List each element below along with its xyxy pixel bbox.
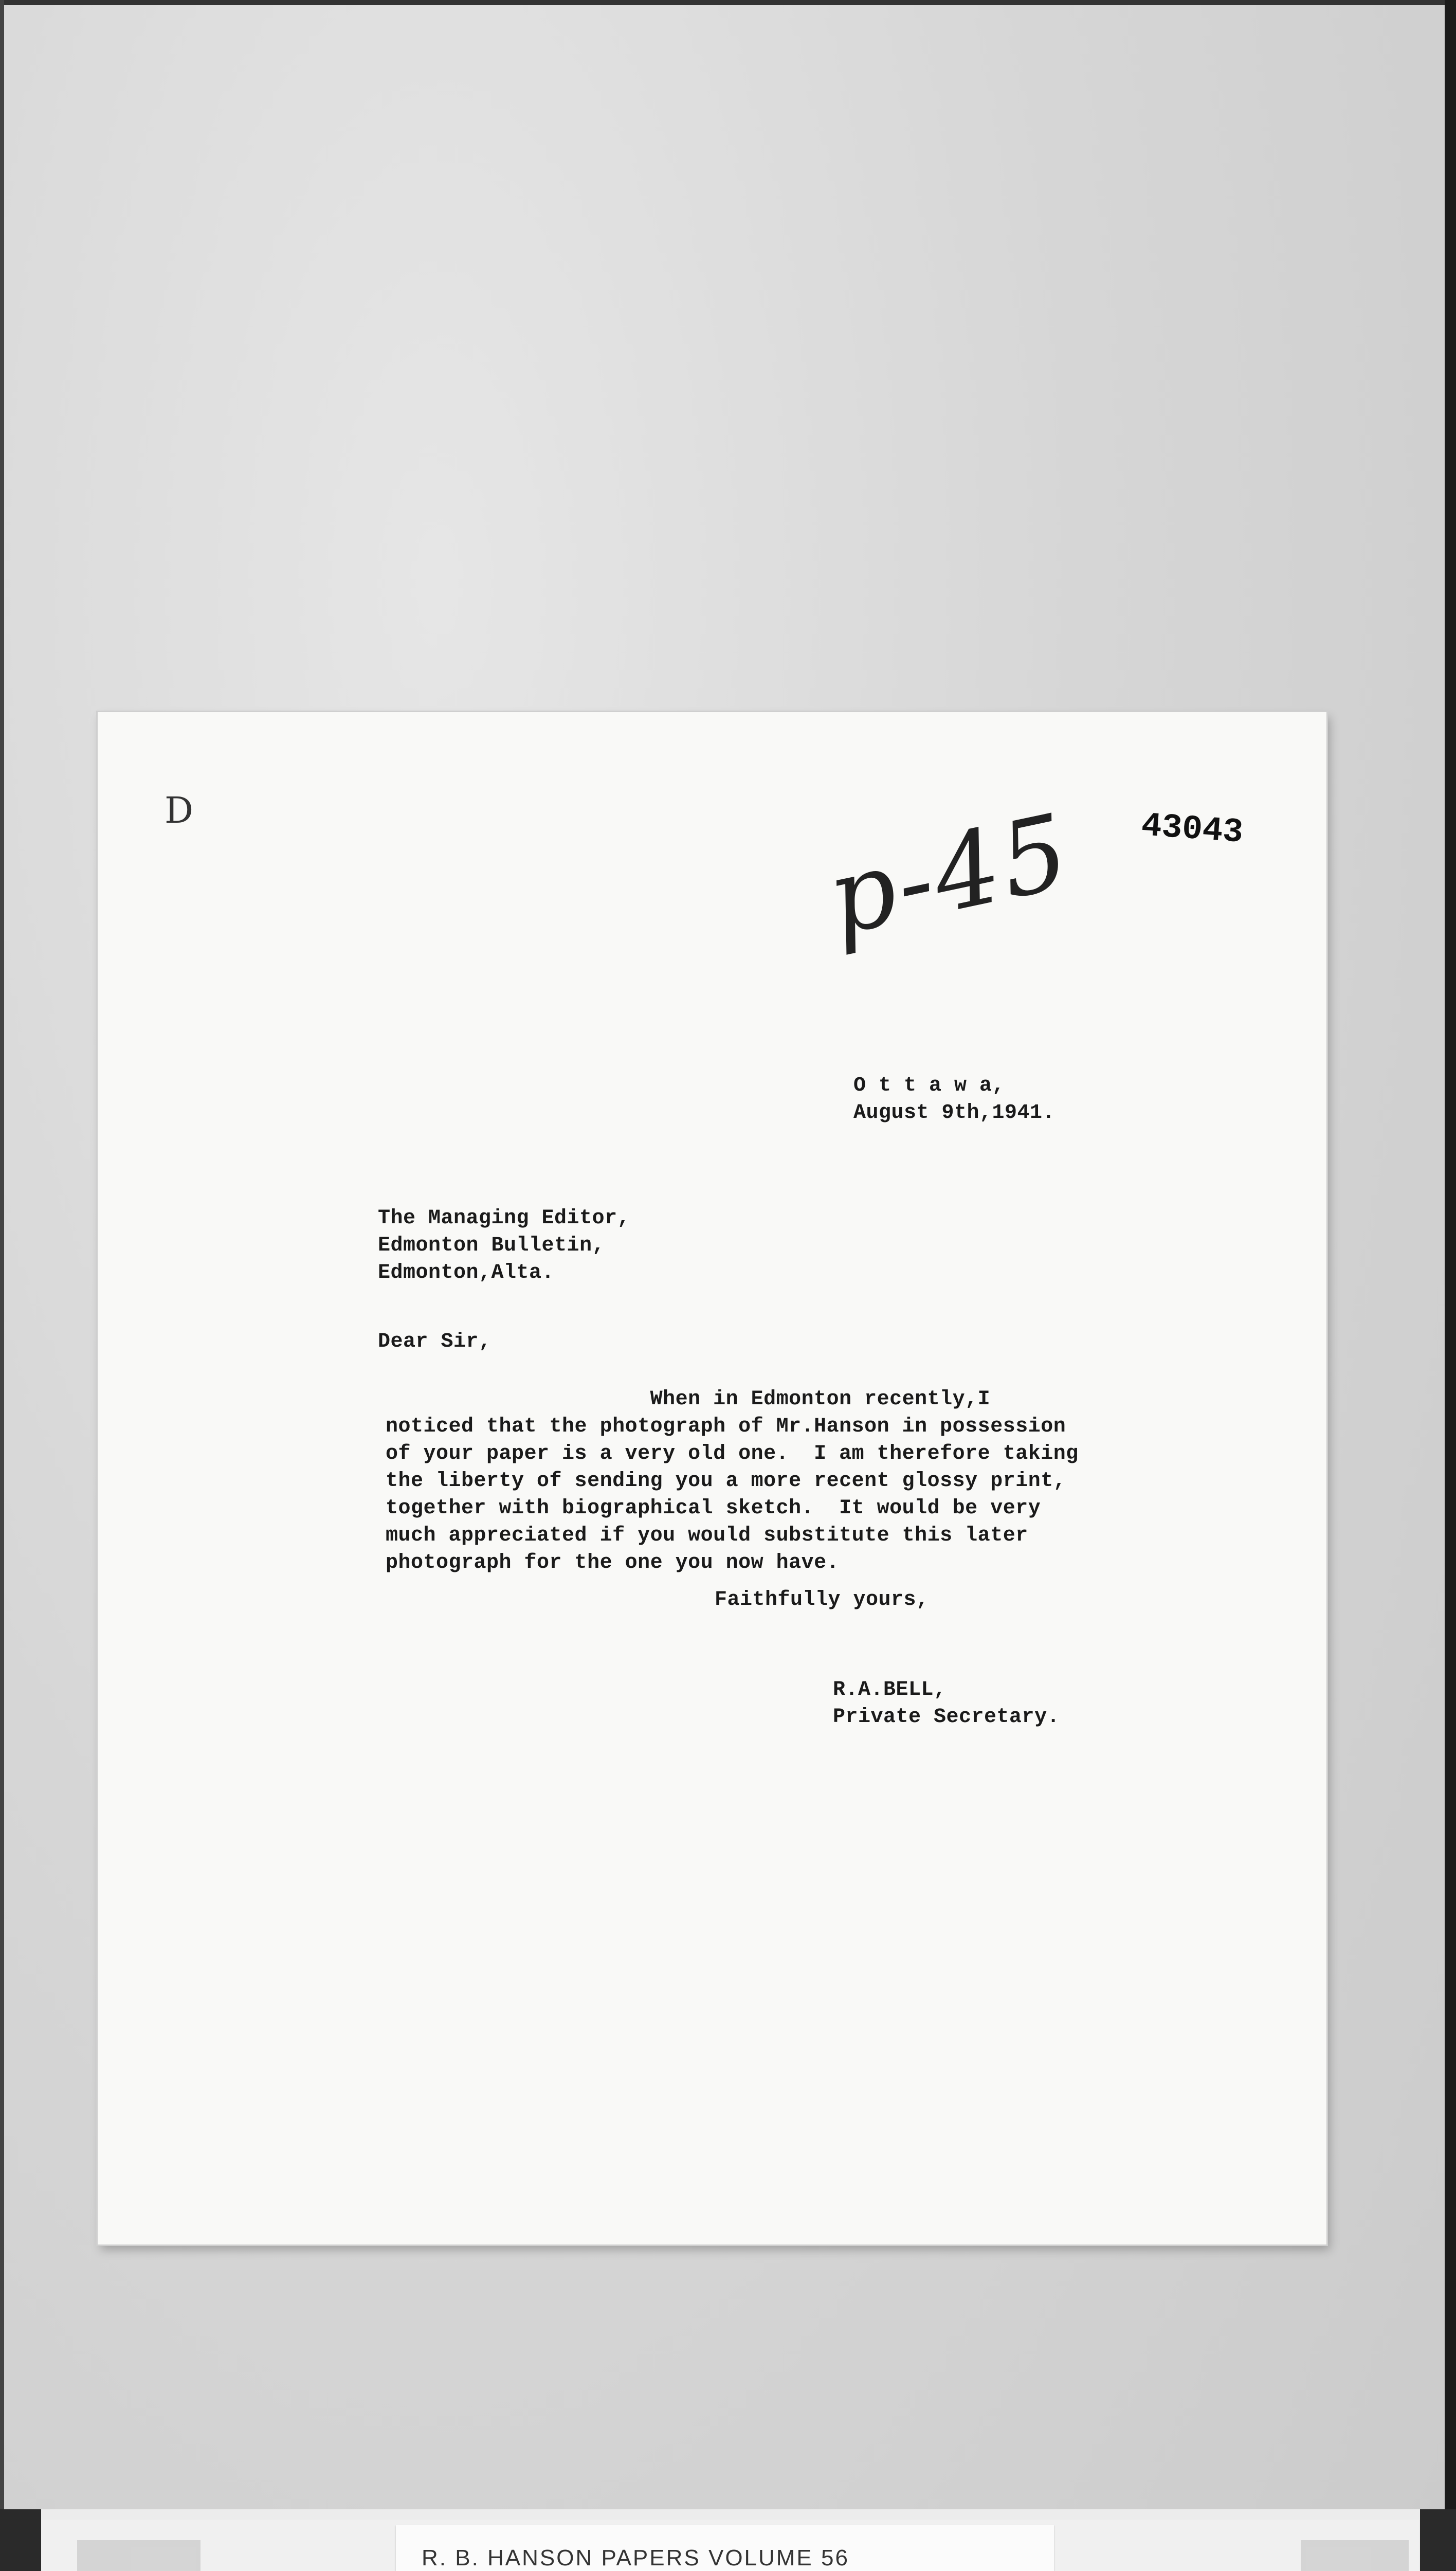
letter-date: August 9th,1941. [853, 1101, 1055, 1125]
volume-label: R. B. HANSON PAPERS VOLUME 56 [422, 2545, 849, 2570]
letter-body: When in Edmonton recently,I noticed that the photograph of Mr.Hanson in possession of your paper is a very old one. I am therefore taking the liberty of sending you a more recent glossy print, together with biographical sketch. It would be very much appreciated if you would substitute this later photograph for the one you now have. [386, 1388, 1079, 1574]
salutation: Dear Sir, [378, 1330, 492, 1353]
tape-left [77, 2540, 201, 2571]
scan-left-edge [0, 0, 4, 2509]
letter-sheet [98, 712, 1326, 2244]
scan-right-edge [1445, 0, 1456, 2509]
card-right-border [1420, 2509, 1456, 2571]
signer-title: Private Secretary. [833, 1706, 1060, 1729]
dateline: O t t a w a, [853, 1074, 1005, 1097]
document-number: 43043 [1140, 806, 1245, 852]
addressee-block: The Managing Editor, Edmonton Bulletin, Edmonton,Alta. [378, 1207, 630, 1284]
signer-name: R.A.BELL, [833, 1678, 947, 1701]
scan-top-edge [0, 0, 1456, 5]
tape-right [1301, 2540, 1409, 2571]
card-left-border [0, 2509, 41, 2571]
annotation-mark: D [165, 789, 194, 831]
handwritten-reference: p-45 [817, 791, 1082, 959]
closing: Faithfully yours, [715, 1588, 929, 1612]
